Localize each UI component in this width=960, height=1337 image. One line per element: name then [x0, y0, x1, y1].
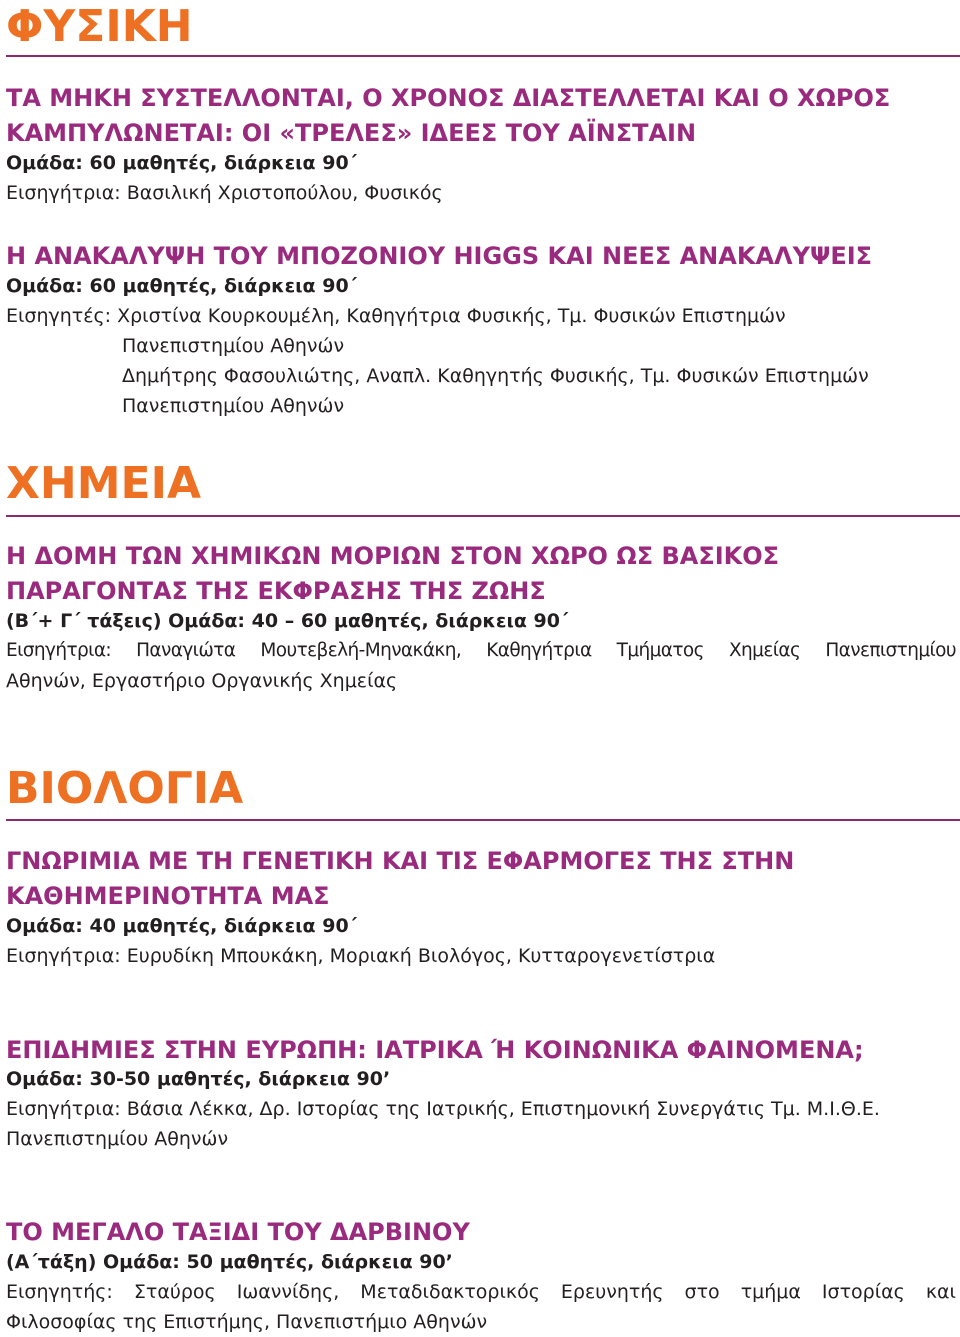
chemistry-talk1-title-line2: ΠΑΡΑΓΟΝΤΑΣ ΤΗΣ ΕΚΦΡΑΣΗΣ ΤΗΣ ΖΩΗΣ — [6, 577, 546, 605]
biology-section-rule — [6, 819, 960, 821]
physics-talk2-speakers-line4: Πανεπιστημίου Αθηνών — [122, 395, 345, 417]
biology-talk2-group: Ομάδα: 30-50 μαθητές, διάρκεια 90’ — [6, 1068, 391, 1090]
biology-talk3-speaker-line2: Φιλοσοφίας της Επιστήμης, Πανεπιστήμιο Αθηνών — [6, 1311, 488, 1333]
biology-talk3-speaker-line1: Εισηγητής: Σταύρος Ιωαννίδης, Μεταδιδακτορικός Ερευνητής στο τμήμα Ιστορίας και — [6, 1281, 956, 1303]
biology-talk2-speaker-line1: Εισηγήτρια: Βάσια Λέκκα, Δρ. Ιστορίας της Ιατρικής, Επιστημονική Συνεργάτις Τμ. Μ.Ι.Θ.Ε. — [6, 1098, 880, 1120]
biology-talk3-group: (Α΄τάξη) Ομάδα: 50 μαθητές, διάρκεια 90’ — [6, 1251, 453, 1273]
biology-talk3-title: ΤΟ ΜΕΓΑΛΟ ΤΑΞΙΔΙ ΤΟΥ ΔΑΡΒΙΝΟΥ — [6, 1218, 470, 1246]
biology-talk1-group: Ομάδα: 40 μαθητές, διάρκεια 90΄ — [6, 915, 358, 937]
chemistry-talk1-speaker-line2: Αθηνών, Εργαστήριο Οργανικής Χημείας — [6, 670, 398, 692]
biology-talk1-title-line2: ΚΑΘΗΜΕΡΙΝΟΤΗΤΑ ΜΑΣ — [6, 882, 330, 910]
physics-talk2-speakers-line3: Δημήτρης Φασουλιώτης, Αναπλ. Καθηγητής Φυσικής, Τμ. Φυσικών Επιστημών — [122, 365, 869, 387]
biology-talk1-title-line1: ΓΝΩΡΙΜΙΑ ΜΕ ΤΗ ΓΕΝΕΤΙΚΗ ΚΑΙ ΤΙΣ ΕΦΑΡΜΟΓΕΣ ΤΗΣ ΣΤΗΝ — [6, 847, 795, 875]
biology-talk1-speaker: Εισηγήτρια: Ευρυδίκη Μπουκάκη, Μοριακή Βιολόγος, Κυτταρογενετίστρια — [6, 945, 716, 967]
chemistry-section-rule — [6, 515, 960, 517]
biology-talk2-speaker-line2: Πανεπιστημίου Αθηνών — [6, 1128, 229, 1150]
physics-talk2-speakers-line2: Πανεπιστημίου Αθηνών — [122, 335, 345, 357]
biology-talk2-title: ΕΠΙΔΗΜΙΕΣ ΣΤΗΝ ΕΥΡΩΠΗ: ΙΑΤΡΙΚΑ Ή ΚΟΙΝΩΝΙΚΑ ΦΑΙΝΟΜΕΝΑ; — [6, 1036, 864, 1064]
biology-section-title: ΒΙΟΛΟΓΙΑ — [6, 763, 244, 814]
chemistry-section-title: ΧΗΜΕΙΑ — [6, 458, 202, 509]
chemistry-talk1-speaker-line1: Εισηγήτρια: Παναγιώτα Μουτεβελή-Μηνακάκη, Καθηγήτρια Τμήματος Χημείας Πανεπιστημίου — [6, 640, 956, 661]
chemistry-talk1-group: (Β΄+ Γ΄ τάξεις) Ομάδα: 40 – 60 μαθητές, διάρκεια 90΄ — [6, 610, 569, 632]
physics-talk1-group: Ομάδα: 60 μαθητές, διάρκεια 90΄ — [6, 152, 358, 174]
physics-talk2-title: Η ΑΝΑΚΑΛΥΨΗ ΤΟΥ ΜΠΟΖΟΝΙΟΥ HIGGS ΚΑΙ ΝΕΕΣ ΑΝΑΚΑΛΥΨΕΙΣ — [6, 242, 873, 270]
physics-talk2-speakers-line1: Εισηγητές: Χριστίνα Κουρκουμέλη, Καθηγήτρια Φυσικής, Τμ. Φυσικών Επιστημών — [6, 305, 786, 327]
physics-talk1-title-line2: ΚΑΜΠΥΛΩΝΕΤΑΙ: ΟΙ «ΤΡΕΛΕΣ» ΙΔΕΕΣ ΤΟΥ ΑΪΝΣΤΑΙΝ — [6, 119, 697, 147]
chemistry-talk1-title-line1: Η ΔΟΜΗ ΤΩΝ ΧΗΜΙΚΩΝ ΜΟΡΙΩΝ ΣΤΟΝ ΧΩΡΟ ΩΣ ΒΑΣΙΚΟΣ — [6, 542, 780, 570]
physics-talk1-speaker: Εισηγήτρια: Βασιλική Χριστοπούλου, Φυσικός — [6, 182, 443, 204]
physics-section-rule — [6, 55, 960, 57]
physics-talk2-group: Ομάδα: 60 μαθητές, διάρκεια 90΄ — [6, 275, 358, 297]
physics-section-title: ΦΥΣΙΚΗ — [6, 1, 193, 52]
physics-talk1-title-line1: ΤΑ ΜΗΚΗ ΣΥΣΤΕΛΛΟΝΤΑΙ, Ο ΧΡΟΝΟΣ ΔΙΑΣΤΕΛΛΕΤΑΙ ΚΑΙ Ο ΧΩΡΟΣ — [6, 84, 891, 112]
